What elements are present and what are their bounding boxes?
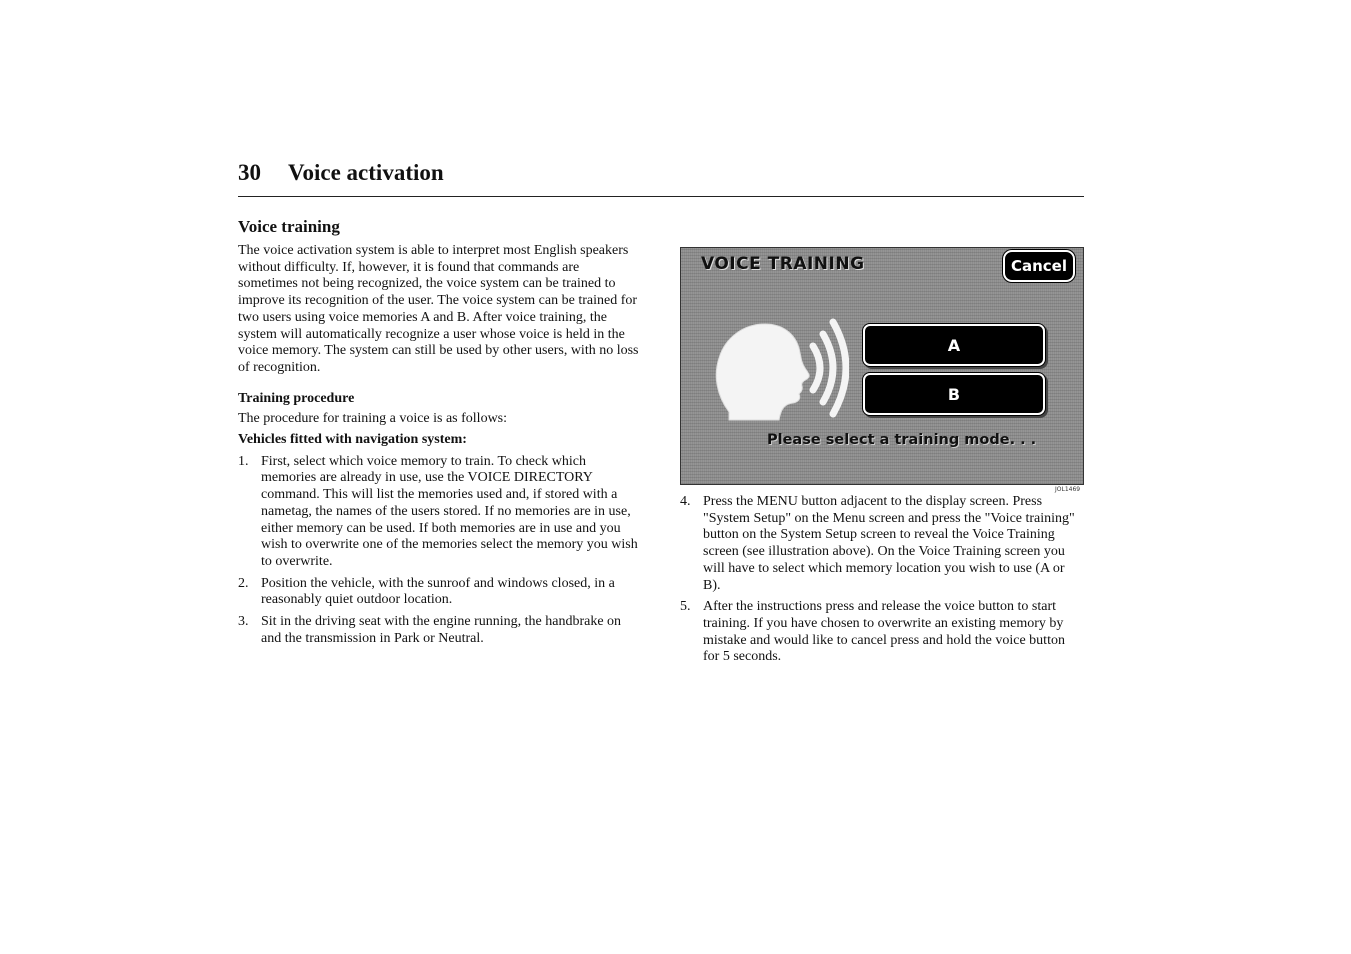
- left-column: [238, 217, 642, 652]
- cancel-button[interactable]: Cancel: [1003, 250, 1075, 282]
- step-number: 2.: [238, 575, 249, 591]
- nav-system-title: Vehicles fitted with navigation system:: [238, 432, 467, 448]
- intro-paragraph: The voice activation system is able to interpret most English speakers without difficulty. If, however, it is found that commands are sometimes not being recognized, the voice system can be trained to improve its recognition of the user. The voice system can be trained for two users using voice memories A and B. After voice training, the system will automatically recognize a user whose voice is held in the voice memory. The system can still be used by other users, with no loss of recognition.: [238, 243, 639, 375]
- step-item: [238, 454, 642, 571]
- memory-a-button[interactable]: A: [863, 324, 1045, 366]
- step-text: Sit in the driving seat with the engine running, the handbrake on and the transmission in Park or Neutral.: [261, 614, 622, 646]
- screen-title: VOICE TRAINING: [701, 254, 865, 274]
- step-text: First, select which voice memory to train. To check which memories are already in use, use the VOICE DIRECTORY command. This will list the memories used and, if stored with a nametag, the names of the users stored. If no memories are in use, either memory can be used. If both memories are in use and you wish to overwrite one of the memories select the memory you wish to overwrite.: [261, 453, 638, 569]
- speaking-head-icon: [709, 316, 849, 426]
- chapter-title: Voice activation: [288, 160, 444, 185]
- page-header: [238, 158, 1084, 197]
- step-item: [680, 494, 1084, 594]
- step-number: 5.: [680, 599, 691, 615]
- right-column: [680, 494, 1084, 671]
- figure-code: JOL1469: [1055, 486, 1081, 493]
- page-number: 30: [238, 160, 261, 185]
- step-number: 1.: [238, 453, 249, 469]
- step-number: 4.: [680, 494, 691, 509]
- step-item: [238, 576, 642, 609]
- step-item: [238, 614, 642, 647]
- voice-training-screen-illustration: [680, 247, 1084, 485]
- step-text: Press the MENU button adjacent to the display screen. Press "System Setup" on the Menu screen and press the "Voice training" button on the System Setup screen to reveal the Voice Training screen (see illustration above). On the Voice Training screen you will have to select which memory location you wish to use (A or B).: [703, 494, 1075, 593]
- step-item: [680, 599, 1084, 666]
- procedure-title: Training procedure: [238, 390, 355, 406]
- step-text: Position the vehicle, with the sunroof and windows closed, in a reasonably quiet outdoor location.: [261, 575, 615, 608]
- step-number: 3.: [238, 614, 249, 630]
- procedure-intro: The procedure for training a voice is as follows:: [238, 411, 508, 427]
- steps-list-left: [238, 454, 642, 648]
- step-text: After the instructions press and release the voice button to start training. If you have chosen to overwrite an existing memory by mistake and would like to cancel press and hold the voice button for 5 seconds.: [703, 599, 1065, 665]
- screen-prompt: Please select a training mode. . .: [767, 432, 1037, 448]
- section-title: Voice training: [238, 217, 340, 236]
- steps-list-right: [680, 494, 1084, 666]
- memory-b-button[interactable]: B: [863, 373, 1045, 415]
